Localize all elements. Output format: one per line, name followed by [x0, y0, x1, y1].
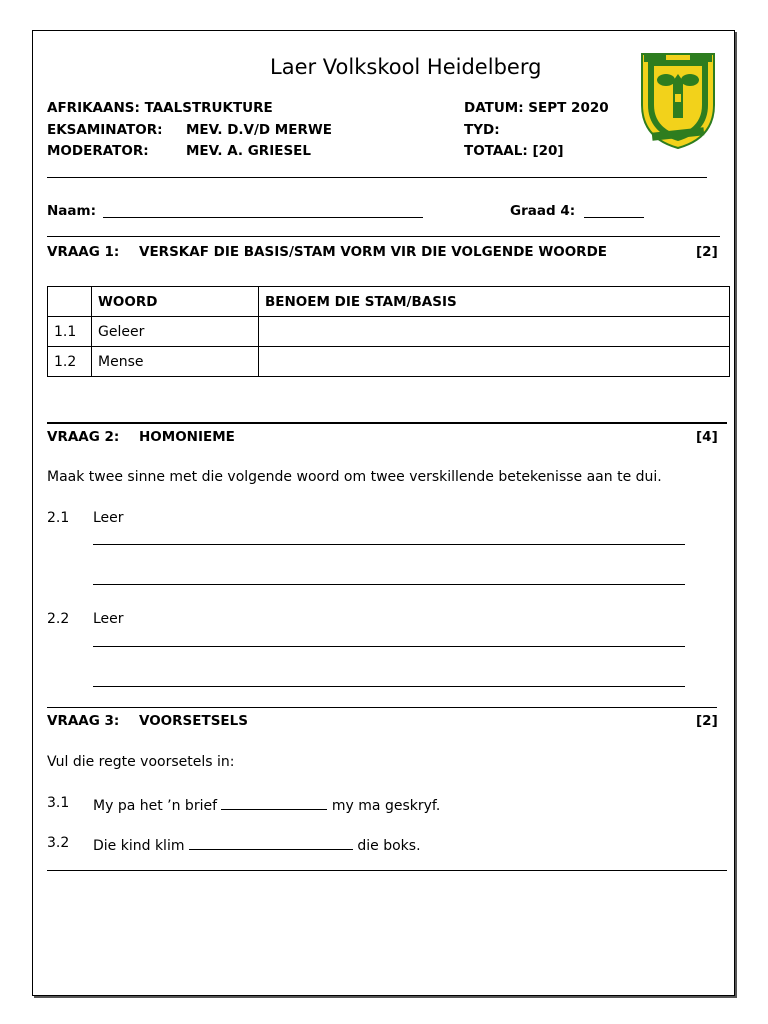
table-row [48, 347, 730, 377]
sentence-end: my ma geskryf. [331, 798, 441, 814]
answer-line[interactable] [93, 544, 685, 545]
divider [47, 422, 727, 424]
grade-label: Graad 4: [510, 203, 576, 219]
q2-number: VRAAG 2: [47, 429, 120, 445]
q3-item-number: 3.2 [47, 835, 70, 851]
row-number: 1.1 [48, 317, 92, 347]
q3-number: VRAAG 3: [47, 713, 120, 729]
sentence-end: die boks. [357, 838, 421, 854]
q2-instruction: Maak twee sinne met die volgende woord om twee verskillende betekenisse aan te dui. [47, 469, 662, 485]
name-label: Naam: [47, 203, 96, 219]
examiner-label: EKSAMINATOR: [47, 122, 163, 138]
q1-number: VRAAG 1: [47, 244, 120, 260]
divider [47, 236, 720, 237]
col-stem-header: BENOEM DIE STAM/BASIS [259, 287, 730, 317]
q2-item-word: Leer [93, 510, 124, 526]
sentence-start: My pa het ’n brief [93, 798, 218, 814]
q2-title: HOMONIEME [139, 429, 235, 445]
name-field[interactable] [103, 203, 423, 218]
table-row [48, 317, 730, 347]
q3-item-row [93, 835, 421, 854]
moderator-label: MODERATOR: [47, 143, 149, 159]
table-cell [48, 287, 92, 317]
answer-line[interactable] [93, 584, 685, 585]
q3-marks: [2] [696, 713, 718, 729]
answer-line[interactable] [93, 646, 685, 647]
school-crest-icon [638, 50, 718, 150]
q2-marks: [4] [696, 429, 718, 445]
q3-instruction: Vul die regte voorsetels in: [47, 754, 235, 770]
subject-label: AFRIKAANS: TAALSTRUKTURE [47, 100, 273, 116]
q3-item-row [93, 795, 440, 814]
row-word: Mense [92, 347, 259, 377]
q1-title: VERSKAF DIE BASIS/STAM VORM VIR DIE VOLGENDE WOORDE [139, 244, 607, 260]
date-label: DATUM: SEPT 2020 [464, 100, 609, 116]
q3-title: VOORSETSELS [139, 713, 248, 729]
school-title: Laer Volkskool Heidelberg [270, 55, 542, 79]
q1-table [47, 286, 730, 377]
moderator-value: MEV. A. GRIESEL [186, 143, 311, 159]
q2-item-number: 2.1 [47, 510, 70, 526]
q2-item-word: Leer [93, 611, 124, 627]
time-label: TYD: [464, 122, 500, 138]
preposition-blank[interactable] [221, 795, 327, 810]
divider [47, 177, 707, 178]
grade-field[interactable] [584, 203, 644, 218]
row-word: Geleer [92, 317, 259, 347]
divider [47, 707, 717, 708]
stem-answer-cell[interactable] [259, 347, 730, 377]
examiner-value: MEV. D.V/D MERWE [186, 122, 332, 138]
answer-line[interactable] [93, 686, 685, 687]
divider [47, 870, 727, 871]
col-word-header: WOORD [92, 287, 259, 317]
q1-marks: [2] [696, 244, 718, 260]
table-header-row [48, 287, 730, 317]
row-number: 1.2 [48, 347, 92, 377]
q2-item-number: 2.2 [47, 611, 70, 627]
sentence-start: Die kind klim [93, 838, 185, 854]
total-label: TOTAAL: [20] [464, 143, 564, 159]
stem-answer-cell[interactable] [259, 317, 730, 347]
preposition-blank[interactable] [189, 835, 353, 850]
q3-item-number: 3.1 [47, 795, 70, 811]
